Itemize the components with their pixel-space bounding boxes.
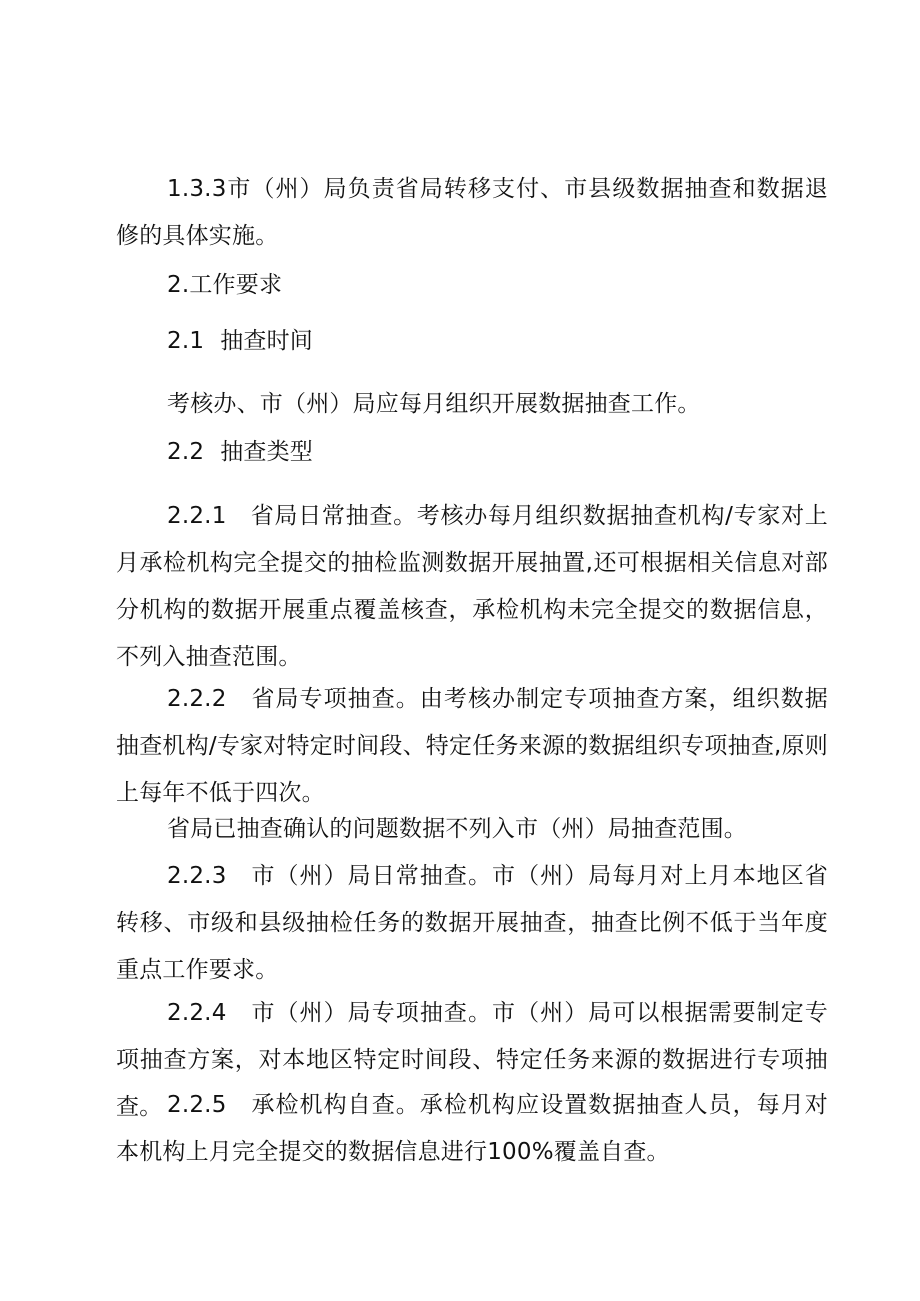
heading-2-1-title: 抽查时间 <box>220 328 313 354</box>
heading-2-2 <box>167 429 313 476</box>
paragraph-2-2-4: 2.2.4 市（州）局专项抽查。市（州）局可以根据需要制定专项抽查方案，对本地区特定时间段、特定任务来源的数据进行专项抽查。 <box>116 1000 828 1120</box>
heading-2-2-title: 抽查类型 <box>220 439 313 465</box>
heading-2-1 <box>167 318 313 365</box>
paragraph-2-1-body: 考核办、市（州）局应每月组织开展数据抽查工作。 <box>167 391 701 417</box>
paragraph-2-2-5: 2.2.5 承检机构自查。承检机构应设置数据抽查人员，每月对本机构上月完全提交的数据信息进行100%覆盖自查。 <box>116 1092 828 1165</box>
heading-2-work-requirements: 2.工作要求 <box>167 272 283 298</box>
heading-2-1-number: 2.1 <box>167 328 205 354</box>
heading-2-2-number: 2.2 <box>167 439 205 465</box>
paragraph-2-2-2-note: 省局已抽查确认的问题数据不列入市（州）局抽查范围。 <box>167 816 747 842</box>
paragraph-2-2-1: 2.2.1 省局日常抽查。考核办每月组织数据抽查机构/专家对上月承检机构完全提交的抽检监测数据开展抽置,还可根据相关信息对部分机构的数据开展重点覆盖核查，承检机构未完全提交的数据信息，不列入抽查范围。 <box>116 503 828 670</box>
paragraph-2-2-3: 2.2.3 市（州）局日常抽查。市（州）局每月对上月本地区省转移、市级和县级抽检任务的数据开展抽查，抽查比例不低于当年度重点工作要求。 <box>116 863 828 983</box>
paragraph-2-2-2: 2.2.2 省局专项抽查。由考核办制定专项抽查方案，组织数据抽查机构/专家对特定时间段、特定任务来源的数据组织专项抽查,原则上每年不低于四次。 <box>116 686 828 806</box>
paragraph-1-3-3: 1.3.3市（州）局负责省局转移支付、市县级数据抽查和数据退修的具体实施。 <box>116 176 828 249</box>
